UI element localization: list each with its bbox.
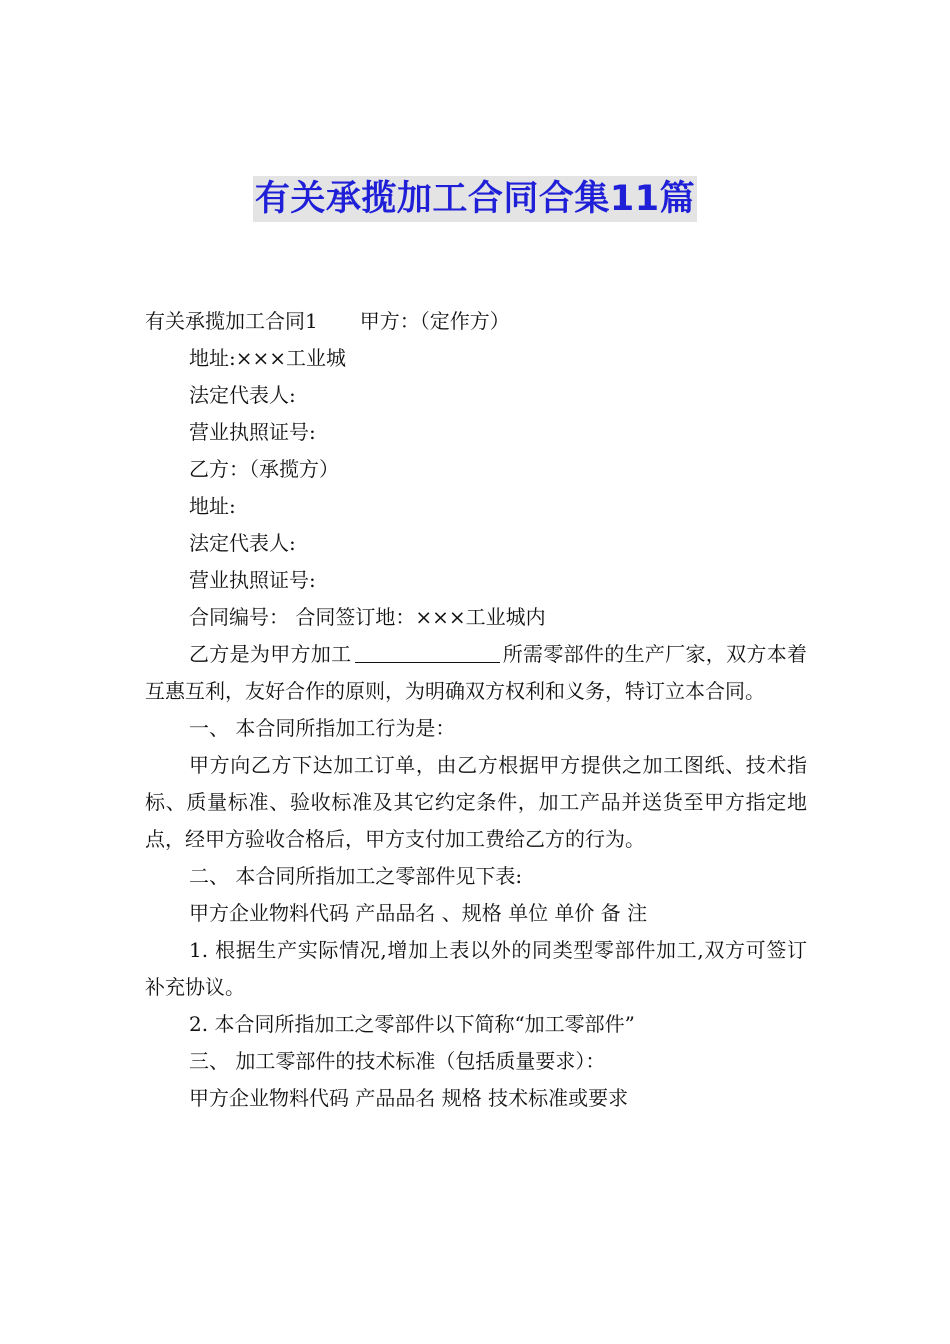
contract-number-place: 合同编号： 合同签订地：×××工业城内 [189, 605, 546, 629]
document-body [145, 303, 807, 1117]
document-title: 有关承揽加工合同合集11篇 [253, 176, 697, 222]
party-b-address: 地址: [189, 494, 236, 518]
party-b-label: 乙方：（承揽方） [189, 457, 339, 481]
party-a-label: 甲方：（定作方） [359, 309, 510, 333]
item-1: 1. 根据生产实际情况,增加上表以外的同类型零部件加工,双方可签订补充协议。 [145, 938, 807, 999]
party-a-legal-rep: 法定代表人: [189, 383, 296, 407]
section-3-table-header: 甲方企业物料代码 产品品名 规格 技术标准或要求 [189, 1086, 629, 1110]
party-b-license-no: 营业执照证号: [189, 568, 316, 592]
section-2-heading: 二、 本合同所指加工之零部件见下表: [189, 864, 523, 888]
title-container [0, 176, 950, 222]
item-2: 2. 本合同所指加工之零部件以下简称“加工零部件” [189, 1012, 635, 1036]
party-b-legal-rep: 法定代表人: [189, 531, 296, 555]
fill-in-blank [355, 642, 500, 663]
party-a-address: 地址:×××工业城 [189, 346, 347, 370]
section-2-table-header: 甲方企业物料代码 产品品名 、规格 单位 单价 备 注 [189, 901, 648, 925]
intro-text-after: 所需零部件的生产厂家，双方本着互惠互利，友好合作的原则，为明确双方权利和义务，特订立本合同。 [145, 642, 808, 703]
section-1-text: 甲方向乙方下达加工订单，由乙方根据甲方提供之加工图纸、技术指标、质量标准、验收标准及其它约定条件，加工产品并送货至甲方指定地点，经甲方验收合格后，甲方支付加工费给乙方的行为。 [145, 753, 807, 851]
intro-text-before: 乙方是为甲方加工 [189, 642, 352, 666]
party-a-license-no: 营业执照证号: [189, 420, 316, 444]
contract-heading: 有关承揽加工合同1 [145, 309, 318, 333]
intro-paragraph [145, 636, 807, 710]
section-3-heading: 三、 加工零部件的技术标准（包括质量要求）： [189, 1049, 606, 1073]
contract-heading-line [145, 303, 807, 340]
section-1-heading: 一、 本合同所指加工行为是： [189, 716, 456, 740]
